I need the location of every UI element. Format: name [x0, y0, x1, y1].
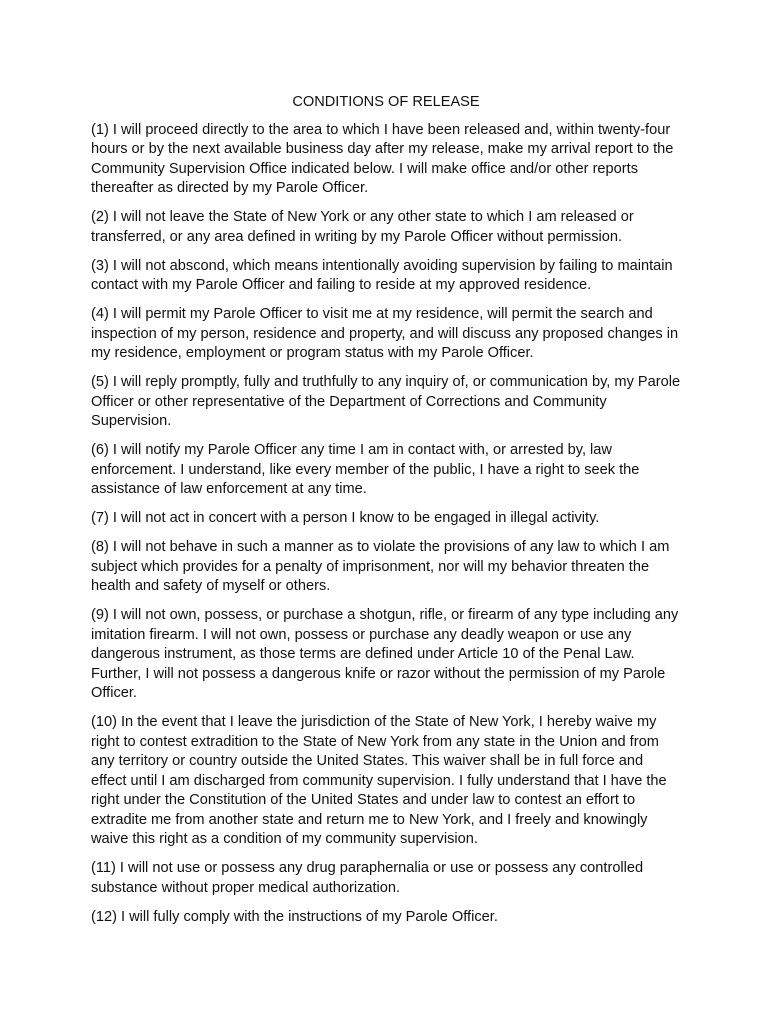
document-body	[91, 93, 681, 937]
condition-12: (12) I will fully comply with the instructions of my Parole Officer.	[91, 908, 498, 925]
condition-3: (3) I will not abscond, which means intentionally avoiding supervision by failing to maintain contact with my Parole Officer and failing to reside at my approved residence.	[91, 257, 673, 293]
condition-2: (2) I will not leave the State of New York or any other state to which I am released or transferred, or any area defined in writing by my Parole Officer without permission.	[91, 209, 634, 245]
condition-7: (7) I will not act in concert with a person I know to be engaged in illegal activity.	[91, 510, 600, 526]
condition-6: (6) I will notify my Parole Officer any time I am in contact with, or arrested by, law enforcement. I understand, like every member of the public, I have a right to seek the assistance of law enforcement at any time.	[91, 442, 640, 497]
condition-10: (10) In the event that I leave the jurisdiction of the State of New York, I hereby waive my right to contest extradition to the State of New York from any state in the Union and from any territory or country outside the United States. This waiver shall be in full force and effect until I am discharged from community supervision. I fully understand that I have the right under the Constitution of the United States and under law to contest an effort to extradite me from another state and return me to New York, and I freely and knowingly waive this right as a condition of my community supervision.	[91, 714, 667, 847]
condition-4: (4) I will permit my Parole Officer to visit me at my residence, will permit the search and inspection of my person, residence and property, and will discuss any proposed changes in my residence, employment or program status with my Parole Officer.	[91, 306, 679, 361]
condition-5: (5) I will reply promptly, fully and truthfully to any inquiry of, or communication by, my Parole Officer or other representative of the Department of Corrections and Community Supervision.	[91, 374, 681, 429]
condition-8: (8) I will not behave in such a manner as to violate the provisions of any law to which I am subject which provides for a penalty of imprisonment, nor will my behavior threaten the health and safety of myself or others.	[91, 539, 670, 594]
condition-9: (9) I will not own, possess, or purchase a shotgun, rifle, or firearm of any type including any imitation firearm. I will not own, possess or purchase any deadly weapon or use any dangerous instrument, as those terms are defined under Article 10 of the Penal Law. Further, I will not possess a dangerous knife or razor without the permission of my Parole Officer.	[91, 607, 679, 701]
document-title: CONDITIONS OF RELEASE	[292, 94, 480, 110]
condition-1: (1) I will proceed directly to the area to which I have been released and, within twenty-four hours or by the next available business day after my release, make my arrival report to the Community Supervision Office indicated below. I will make office and/or other reports thereafter as directed by my Parole Officer.	[91, 121, 674, 196]
condition-11: (11) I will not use or possess any drug paraphernalia or use or possess any controlled substance without proper medical authorization.	[91, 860, 644, 896]
